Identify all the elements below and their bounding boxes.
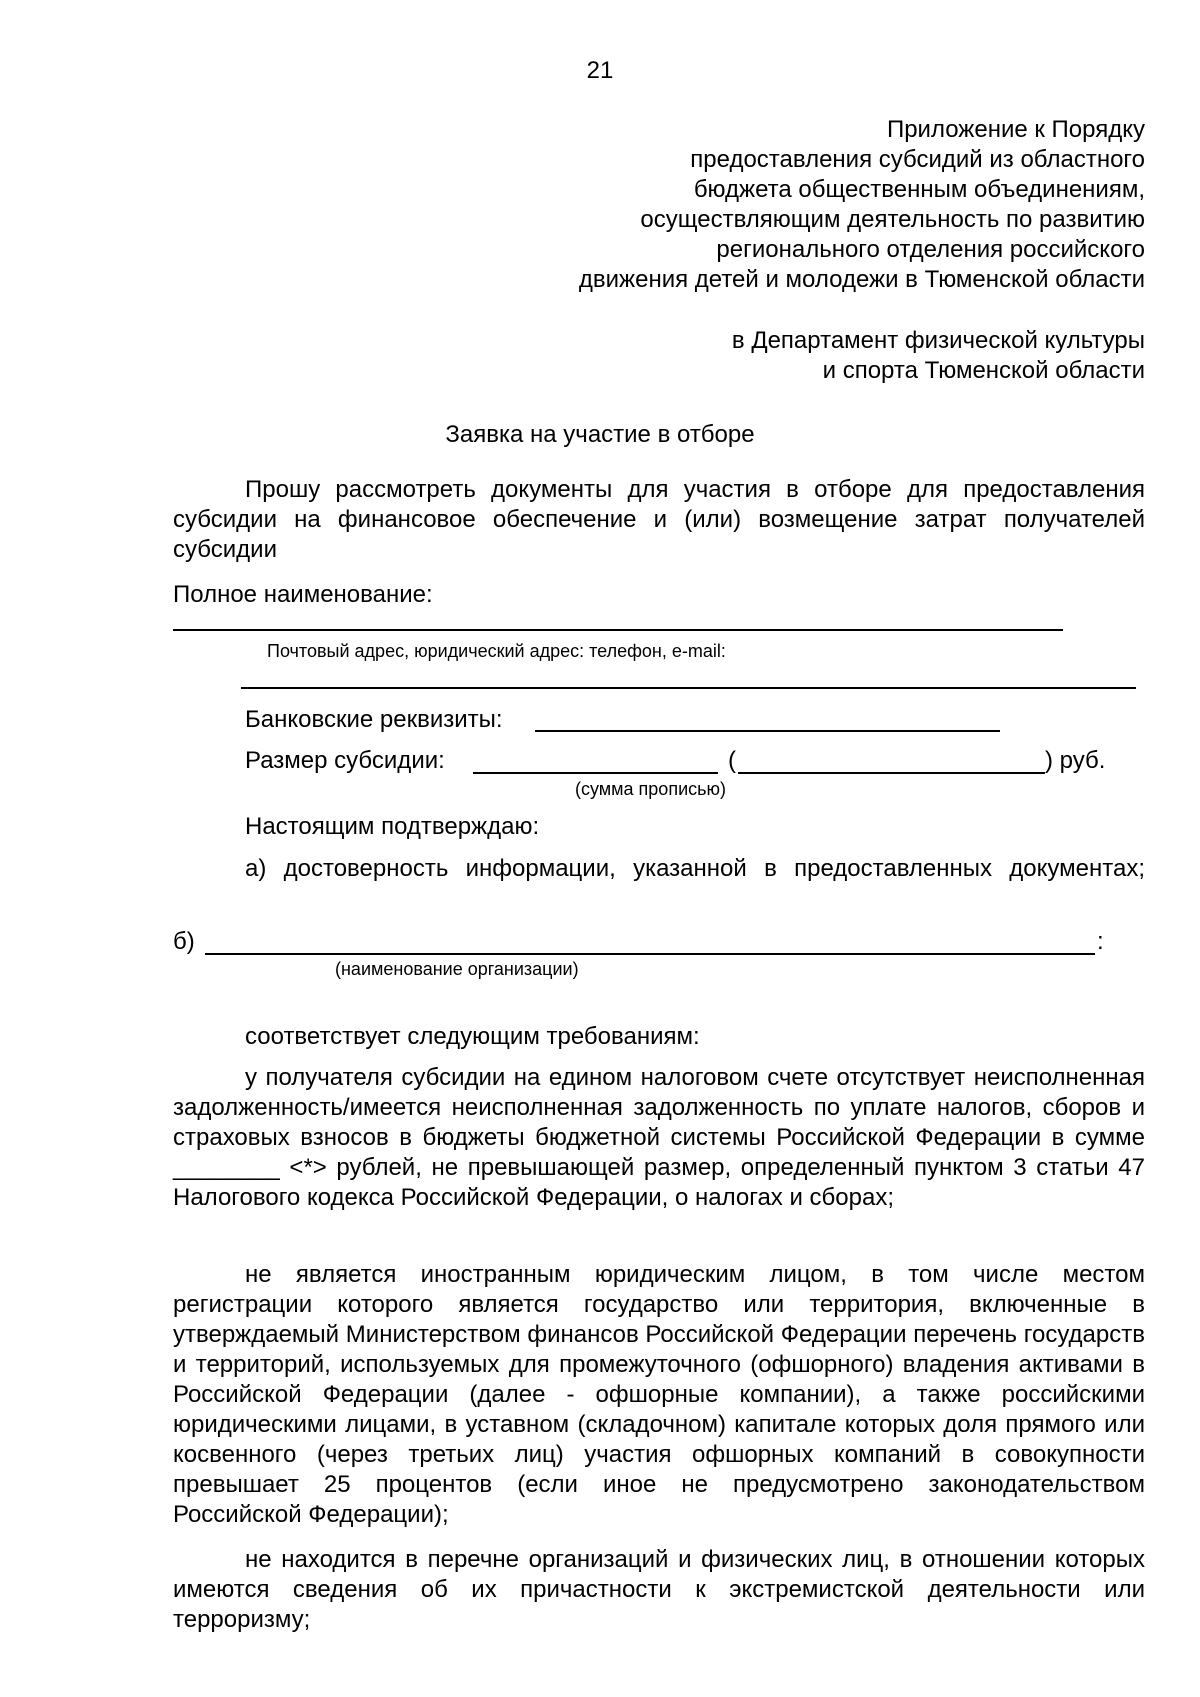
addressee bbox=[732, 326, 1145, 386]
annex-line: предоставления субсидий из областного bbox=[690, 146, 1145, 173]
page-number: 21 bbox=[586, 57, 614, 84]
requirement-offshore: не является иностранным юридическим лицом, в том числе местом регистрации которого является государство или территория, включенные в утверждаемый Министерством финансов Российской Федерации перечень государств и территорий, используемых для промежуточного (офшорного) владения активами в Российской Федерации (далее - офшорные компании), а также российскими юридическими лицами, в уставном (складочном) капитале которых доля прямого или косвенного (через третьих лиц) участия офшорных компаний в совокупности превышает 25 процентов (если иное не предусмотрено законодательством Российской Федерации); bbox=[173, 1261, 1145, 1528]
document-title: Заявка на участие в отборе bbox=[445, 421, 755, 448]
annex-line: Приложение к Порядку bbox=[886, 116, 1145, 143]
requirement-extremism: не находится в перечне организаций и физических лиц, в отношении которых имеются сведения об их причастности к экстремистской деятельности или терроризму; bbox=[173, 1546, 1145, 1633]
paren-open: ( bbox=[728, 747, 736, 774]
subsidy-size-label: Размер субсидии: bbox=[245, 747, 445, 774]
bank-line[interactable] bbox=[535, 730, 1000, 732]
requirements-header: соответствует следующим требованиям: bbox=[245, 1023, 700, 1050]
subsidy-words-line[interactable] bbox=[738, 772, 1045, 774]
address-label: Почтовый адрес, юридический адрес: телефон, e-mail: bbox=[267, 641, 726, 661]
subsidy-amount-line[interactable] bbox=[473, 772, 718, 774]
confirm-header: Настоящим подтверждаю: bbox=[245, 813, 540, 840]
full-name-label: Полное наименование: bbox=[173, 581, 433, 608]
annex-line: регионального отделения российского bbox=[716, 236, 1145, 263]
full-name-line[interactable] bbox=[173, 629, 1063, 631]
bank-label: Банковские реквизиты: bbox=[245, 706, 503, 733]
paren-close-rub: ) руб. bbox=[1045, 747, 1106, 774]
annex-header bbox=[579, 115, 1145, 295]
addressee-line: в Департамент физической культуры bbox=[731, 327, 1145, 354]
confirm-item-a bbox=[173, 854, 1145, 884]
requirement-tax-debt bbox=[173, 1063, 1145, 1213]
tax-text-part1: у получателя субсидии на едином налоговом счете отсутствует неисполненная задолженность/имеется неисполненная задолженность по уплате налогов, сборов и страховых взносов в бюджеты бюджетной системы Российской Федерации в сумме bbox=[173, 1064, 1145, 1151]
organization-name-caption: (наименование организации) bbox=[335, 959, 579, 979]
tax-amount-blank[interactable]: ________ bbox=[173, 1154, 280, 1181]
sum-in-words-caption: (сумма прописью) bbox=[575, 779, 726, 799]
confirm-item-a-text: а) достоверность информации, указанной в предоставленных документах; bbox=[245, 855, 1145, 882]
addressee-line: и спорта Тюменской области bbox=[822, 357, 1145, 384]
tax-text-part2: <*> рублей, не превышающей размер, определенный пунктом 3 статьи 47 Налогового кодекса Российской Федерации, о налогах и сборах; bbox=[173, 1154, 1146, 1211]
confirm-item-b-prefix: б) bbox=[173, 928, 195, 955]
address-line[interactable] bbox=[241, 687, 1136, 689]
annex-line: движения детей и молодежи в Тюменской области bbox=[578, 266, 1145, 293]
annex-line: бюджета общественным объединениям, bbox=[693, 176, 1145, 203]
confirm-item-b-suffix: : bbox=[1097, 928, 1104, 955]
annex-line: осуществляющим деятельность по развитию bbox=[640, 206, 1145, 233]
organization-name-line[interactable] bbox=[205, 953, 1095, 955]
intro-paragraph: Прошу рассмотреть документы для участия в отборе для предоставления субсидии на финансовое обеспечение и (или) возмещение затрат получателей субсидии bbox=[173, 476, 1145, 563]
